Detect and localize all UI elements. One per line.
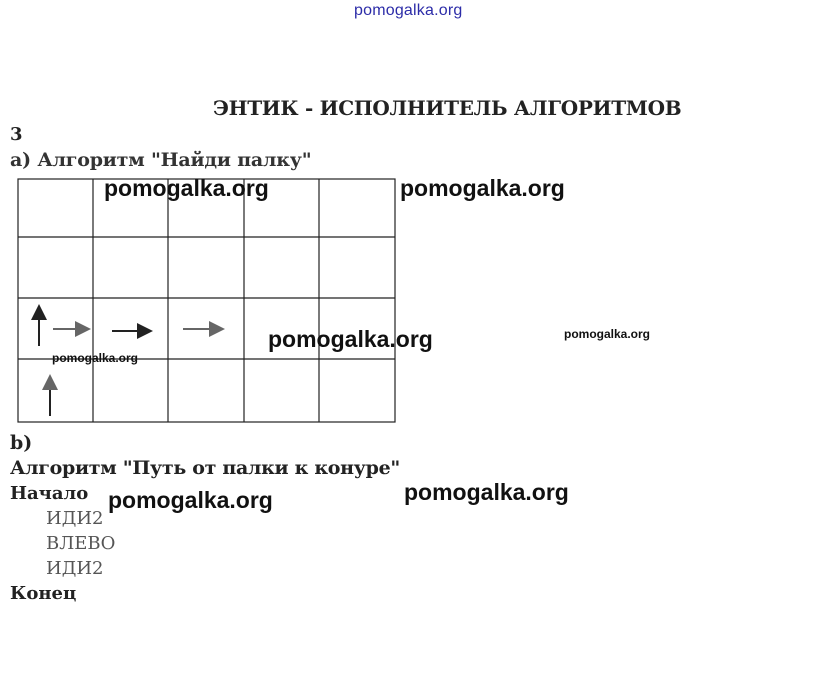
algorithm-start: Начало [10,483,89,504]
part-b-label: b) [10,432,33,454]
watermark: pomogalka.org [108,487,273,513]
part-b-title: Алгоритм "Путь от палки к конуре" [10,457,401,479]
watermark: pomogalka.org [104,175,269,201]
grid-lines [18,179,395,422]
algorithm-command: ИДИ2 [46,558,104,579]
watermark: pomogalka.org [404,479,569,505]
grid-border [18,179,395,422]
part-a-title: а) Алгоритм "Найди палку" [10,149,312,171]
task-number: 3 [10,124,23,145]
path-grid [17,178,397,424]
watermark: pomogalka.org [400,175,565,201]
watermark-top: pomogalka.org [354,2,463,19]
page-heading: ЭНТИК - ИСПОЛНИТЕЛЬ АЛГОРИТМОВ [213,96,682,120]
watermark: pomogalka.org [268,326,433,352]
watermark: pomogalka.org [564,327,651,341]
algorithm-command: ВЛЕВО [46,533,116,554]
algorithm-end: Конец [10,583,77,604]
algorithm-command: ИДИ2 [46,508,104,529]
watermark: pomogalka.org [52,351,139,365]
